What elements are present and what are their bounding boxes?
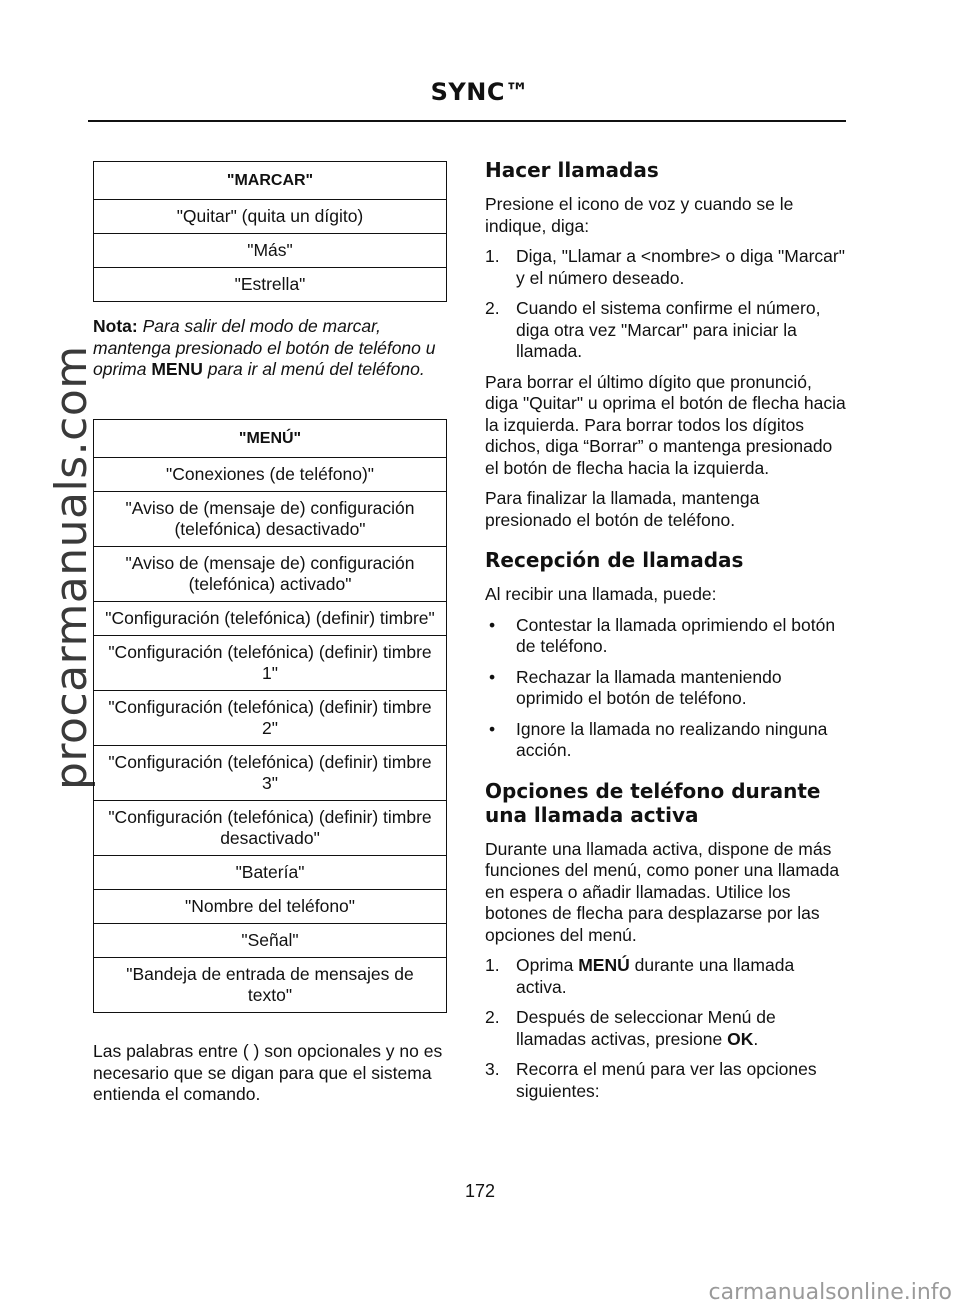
step-text: durante una llamada activa. xyxy=(516,955,795,997)
list-item xyxy=(485,955,847,998)
table-row: "Aviso de (mensaje de) configuración (telefónica) desactivado" xyxy=(94,492,447,547)
watermark-left: procarmanuals.com xyxy=(46,345,97,790)
receive-intro: Al recibir una llamada, puede: xyxy=(485,584,717,604)
options-paragraph: Durante una llamada activa, dispone de más funciones del menú, como poner una llamada en espera o añadir llamadas. Utilice los botones de flecha para desplazarse por las opciones del menú. xyxy=(485,838,840,945)
optional-words-paragraph: Las palabras entre ( ) son opcionales y no es necesario que se digan para que el sistema entienda el comando. xyxy=(93,1041,443,1104)
bullet: • xyxy=(489,718,496,739)
table-row: "Bandeja de entrada de mensajes de texto" xyxy=(94,958,447,1013)
note-text-b: para ir al menú del teléfono. xyxy=(202,359,425,379)
note-menu-keyword: MENU xyxy=(151,359,203,379)
menu-command-table xyxy=(93,419,447,1013)
step-text: Cuando el sistema confirme el número, diga otra vez "Marcar" para iniciar la llamada. xyxy=(516,298,821,361)
step-number: 3. xyxy=(485,1059,500,1079)
bullet: • xyxy=(489,666,496,687)
table-row: "Estrella" xyxy=(94,268,447,302)
calls-intro: Presione el icono de voz y cuando se le indique, diga: xyxy=(485,194,794,236)
table-row: "Configuración (telefónica) (definir) timbre" xyxy=(94,602,447,636)
page-number: 172 xyxy=(464,1181,496,1201)
table-row: "Quitar" (quita un dígito) xyxy=(94,200,447,234)
table-header: "MARCAR" xyxy=(94,162,447,200)
step-number: 1. xyxy=(485,955,500,975)
list-item xyxy=(485,246,847,289)
table-row: "Batería" xyxy=(94,856,447,890)
watermark-bottom: carmanualsonline.info xyxy=(708,1280,952,1305)
marcar-command-table xyxy=(93,161,447,302)
step-text: . xyxy=(753,1028,759,1049)
note-text-a: Para salir del modo de marcar, mantenga presionado el botón de teléfono u oprima xyxy=(93,316,436,379)
step-text: Diga, "Llamar a <nombre> o diga "Marcar" y el número deseado. xyxy=(516,246,845,288)
table-row: "Configuración (telefónica) (definir) timbre desactivado" xyxy=(94,801,447,856)
note-label: Nota: xyxy=(93,316,138,336)
page-header-title: SYNC™ xyxy=(430,78,530,106)
bullet-text: Rechazar la llamada manteniendo oprimido el botón de teléfono. xyxy=(516,666,782,708)
note-paragraph xyxy=(93,316,453,381)
header-divider xyxy=(88,120,846,122)
step-text: Oprima xyxy=(516,955,579,975)
table-row: "Más" xyxy=(94,234,447,268)
table-row: "Configuración (telefónica) (definir) timbre 3" xyxy=(94,746,447,801)
heading-opciones: Opciones de teléfono durante una llamada activa xyxy=(485,778,821,827)
step-keyword: OK xyxy=(727,1028,754,1049)
heading-recepcion: Recepción de llamadas xyxy=(485,548,744,572)
table-row: "Aviso de (mensaje de) configuración (telefónica) activado" xyxy=(94,547,447,602)
list-item xyxy=(485,1059,847,1102)
list-item xyxy=(485,667,847,710)
table-row: "Señal" xyxy=(94,924,447,958)
list-item xyxy=(485,719,847,762)
delete-digit-paragraph: Para borrar el último dígito que pronunció, diga "Quitar" u oprima el botón de flecha hacia la izquierda. Para borrar todos los dígitos dichos, diga “Borrar” o mantenga presionado el botón de flecha hacia la izquierda. xyxy=(485,371,846,478)
step-number: 2. xyxy=(485,298,500,318)
right-column xyxy=(485,158,847,1102)
step-text: Después de seleccionar Menú de llamadas activas, presione xyxy=(516,1007,776,1049)
list-item xyxy=(485,298,847,363)
table-row: "Nombre del teléfono" xyxy=(94,890,447,924)
table-header: "MENÚ" xyxy=(94,420,447,458)
list-item xyxy=(485,615,847,658)
step-number: 1. xyxy=(485,246,500,266)
bullet-text: Ignore la llamada no realizando ninguna acción. xyxy=(516,718,828,760)
list-item xyxy=(485,1007,847,1050)
step-text: Recorra el menú para ver las opciones siguientes: xyxy=(516,1059,817,1101)
table-row: "Configuración (telefónica) (definir) timbre 1" xyxy=(94,636,447,691)
table-row: "Configuración (telefónica) (definir) timbre 2" xyxy=(94,691,447,746)
end-call-paragraph: Para finalizar la llamada, mantenga presionado el botón de teléfono. xyxy=(485,488,760,530)
step-number: 2. xyxy=(485,1007,500,1027)
step-keyword: MENÚ xyxy=(578,955,630,975)
bullet-text: Contestar la llamada oprimiendo el botón de teléfono. xyxy=(516,614,836,656)
bullet: • xyxy=(489,614,496,635)
heading-hacer-llamadas: Hacer llamadas xyxy=(485,158,659,182)
table-row: "Conexiones (de teléfono)" xyxy=(94,458,447,492)
